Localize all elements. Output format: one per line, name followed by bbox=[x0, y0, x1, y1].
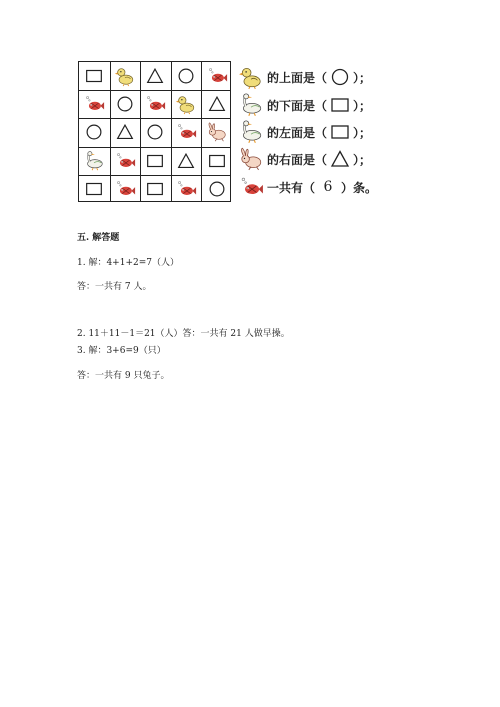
circle-icon bbox=[110, 90, 141, 118]
circle-icon bbox=[140, 118, 171, 146]
question-row bbox=[238, 92, 371, 118]
answer-1-reply: 答：一共有 7 人。 bbox=[77, 282, 152, 292]
question-text: 的下面是（ bbox=[267, 98, 328, 113]
answer-3: 3. 解：3+6=9（只） bbox=[77, 346, 166, 356]
answer-square-icon bbox=[327, 122, 353, 142]
answer-3-reply: 答：一共有 9 只兔子。 bbox=[77, 371, 170, 381]
question-row bbox=[238, 146, 371, 172]
square-icon bbox=[140, 147, 171, 175]
triangle-icon bbox=[110, 118, 141, 146]
question-close: ）条。 bbox=[341, 180, 378, 195]
shape-grid bbox=[78, 61, 231, 202]
square-icon bbox=[140, 175, 171, 203]
circle-icon bbox=[79, 118, 110, 146]
answer-circle-icon bbox=[327, 67, 353, 87]
duck-icon bbox=[171, 90, 202, 118]
fish-icon bbox=[171, 118, 202, 146]
question-text: 一共有（ bbox=[267, 180, 316, 195]
question-text: 的左面是（ bbox=[267, 125, 328, 140]
fish-icon bbox=[140, 90, 171, 118]
question-close: ）； bbox=[353, 70, 372, 85]
fish-icon bbox=[79, 90, 110, 118]
rabbit-icon bbox=[201, 118, 232, 146]
fish-icon bbox=[110, 175, 141, 203]
section-title: 五. 解答题 bbox=[77, 233, 120, 243]
question-close: ）； bbox=[353, 125, 372, 140]
duck-icon bbox=[238, 64, 264, 90]
question-close: ）； bbox=[353, 98, 372, 113]
answer-2: 2. 11＋11－1＝21（人）答：一共有 21 人做早操。 bbox=[77, 329, 290, 339]
duck-icon bbox=[110, 62, 141, 90]
triangle-icon bbox=[171, 147, 202, 175]
rabbit-icon bbox=[238, 146, 264, 172]
fish-icon bbox=[110, 147, 141, 175]
goose-icon bbox=[238, 92, 264, 118]
fish-icon bbox=[171, 175, 202, 203]
answer-1: 1. 解：4+1+2=7（人） bbox=[77, 258, 179, 268]
answer-square-icon bbox=[327, 95, 353, 115]
fish-icon bbox=[201, 62, 232, 90]
triangle-icon bbox=[201, 90, 232, 118]
answer-value: 6 bbox=[323, 179, 333, 195]
answer-triangle-icon bbox=[327, 149, 353, 169]
question-row bbox=[238, 119, 371, 145]
square-icon bbox=[79, 62, 110, 90]
fish-icon bbox=[238, 174, 264, 200]
question-close: ）； bbox=[353, 152, 372, 167]
square-icon bbox=[201, 147, 232, 175]
circle-icon bbox=[171, 62, 202, 90]
question-text: 的上面是（ bbox=[267, 70, 328, 85]
question-row bbox=[238, 174, 377, 200]
square-icon bbox=[79, 175, 110, 203]
goose-icon bbox=[238, 119, 264, 145]
question-text: 的右面是（ bbox=[267, 152, 328, 167]
triangle-icon bbox=[140, 62, 171, 90]
circle-icon bbox=[201, 175, 232, 203]
goose-icon bbox=[79, 147, 110, 175]
question-row bbox=[238, 64, 371, 90]
